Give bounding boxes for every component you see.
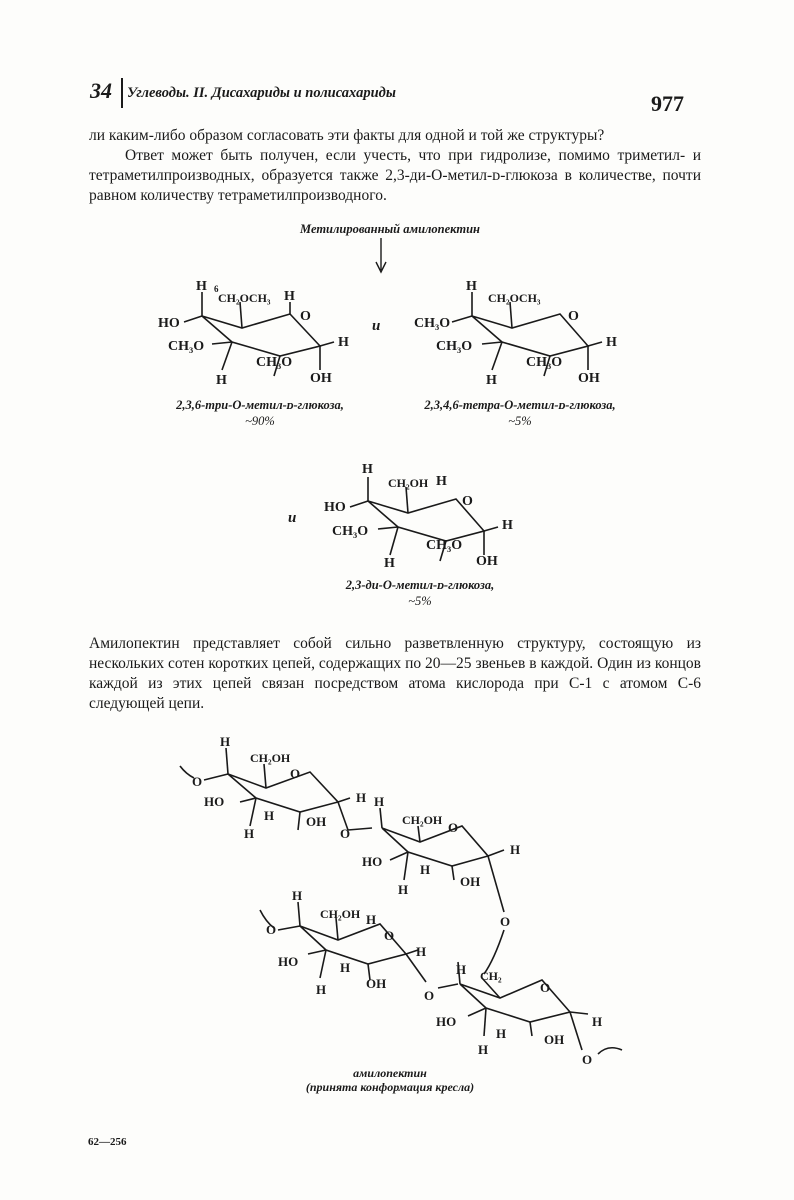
mol2-c2-group: CH₃O <box>526 355 563 370</box>
figure1-title: Метилированный амилопектин <box>300 222 480 236</box>
mol3-c5-h: H <box>436 474 447 489</box>
mol1-c2-group: CH₃O <box>256 355 293 370</box>
fig2-r3-o-left: O <box>266 922 277 937</box>
paragraph-amylopectin: Амилопектин представляет собой сильно разветвленную структуру, состоящую из нескольких сотен коротких цепей, содержащих по 20—25 звеньев в каждой. Один из концов каждой из этих цепей связан посредством атома кислорода при С-1 с атомом С-6 следующей цепи. <box>89 635 701 712</box>
figure2-caption-line1: амилопектин <box>353 1066 427 1080</box>
paragraph-answer: Ответ может быть получен, если учесть, что при гидролизе, помимо триметил- и тетраметилпроизводных, образуется также 2,3-ди-О-метил-ᴅ-глюкоза в количестве, почти равном количеству тетраметилпроизводного. <box>89 147 701 204</box>
fig2-r2-h-bottom: H <box>398 882 409 897</box>
fig2-link1-o: O <box>340 826 351 841</box>
mol3-ring-o: O <box>462 494 473 509</box>
fig2-r2-h-c1: H <box>510 842 521 857</box>
fig2-r4-oh: OH <box>544 1032 565 1047</box>
molecule-1 <box>150 270 370 400</box>
mol1-c6-num: 6 <box>214 284 219 294</box>
mol1-c6-group: CH₂OCH₃ <box>218 291 271 305</box>
mol2-percent: ~5% <box>508 414 532 428</box>
fig2-r1-h-c2: H <box>264 808 275 823</box>
molecule-3 <box>312 455 532 585</box>
mol2-ring-o: O <box>568 309 579 324</box>
mol3-percent: ~5% <box>408 594 432 608</box>
figure2-amylopectin <box>170 730 640 1070</box>
fig2-r4-h-c2: H <box>496 1026 507 1041</box>
mol1-c3-h: H <box>216 373 227 388</box>
mol3-c4-group: HO <box>324 500 346 515</box>
fig2-r1-ch2oh: CH₂OH <box>250 751 291 765</box>
mol3-c2-group: CH₃O <box>426 538 463 553</box>
mol1-c5-h: H <box>284 289 295 304</box>
fig2-r1-ho: HO <box>204 794 225 809</box>
mol2-c4-group: CH₃O <box>414 316 451 331</box>
fig2-r2-ch2oh: CH₂OH <box>402 813 443 827</box>
mol1-c4-group: HO <box>158 316 180 331</box>
fig2-r1-oh: OH <box>306 814 327 829</box>
fig2-r1-h-top: H <box>220 734 231 749</box>
fig2-r3-h-c2: H <box>340 960 351 975</box>
printer-signature: 62—256 <box>88 1136 127 1148</box>
mol3-c6-group: CH₂OH <box>388 476 429 490</box>
chapter-number: 34 <box>90 78 112 103</box>
fig2-link2-o: O <box>500 914 511 929</box>
fig2-r4-h-bottom: H <box>478 1042 489 1057</box>
fig2-r1-h-c1: H <box>356 790 367 805</box>
mol2-c6-group: CH₂OCH₃ <box>488 291 541 305</box>
fig2-r3-ch2oh: CH₂OH <box>320 907 361 921</box>
fig2-r3-h-top: H <box>292 888 303 903</box>
fig2-r2-ring-o: O <box>448 820 459 835</box>
fig2-r3-h-c5: H <box>366 912 377 927</box>
fig2-r4-h-c1: H <box>592 1014 603 1029</box>
conjunction-1: и <box>372 318 381 334</box>
fig2-r4-ho: HO <box>436 1014 457 1029</box>
mol2-c1-oh: OH <box>578 371 600 386</box>
molecule-2 <box>412 270 632 400</box>
mol1-c1-oh: OH <box>310 371 332 386</box>
mol2-c3-group: CH₃O <box>436 339 473 354</box>
fig2-r2-ho: HO <box>362 854 383 869</box>
fig2-r2-h-c2: H <box>420 862 431 877</box>
chapter-title: Углеводы. II. Дисахариды и полисахариды <box>127 85 396 101</box>
figure2-caption <box>250 1066 530 1094</box>
fig2-r1-ring-o: O <box>290 766 301 781</box>
fig2-r4-ch2: CH₂ <box>480 969 502 983</box>
mol3-c3-group: CH₃O <box>332 524 369 539</box>
mol1-c4-h: H <box>196 279 207 294</box>
fig2-r2-oh: OH <box>460 874 481 889</box>
page-number: 977 <box>651 91 684 116</box>
mol2-c1-h: H <box>606 335 617 350</box>
fig2-link3-o: O <box>424 988 435 1003</box>
mol2-c4-h: H <box>466 279 477 294</box>
fig2-r3-ho: HO <box>278 954 299 969</box>
mol1-c1-h: H <box>338 335 349 350</box>
mol1-percent: ~90% <box>245 414 275 428</box>
fig2-r4-o-end: O <box>582 1052 593 1067</box>
fig2-r3-h-c1: H <box>416 944 427 959</box>
mol1-ring-o: O <box>300 309 311 324</box>
fig2-r3-h-bottom: H <box>316 982 327 997</box>
mol2-c3-h: H <box>486 373 497 388</box>
mol3-name: 2,3-ди-О-метил-ᴅ-глюкоза, <box>345 578 495 592</box>
mol3-c3-h: H <box>384 556 395 571</box>
mol3-c1-h: H <box>502 518 513 533</box>
mol2-name: 2,3,4,6-тетра-О-метил-ᴅ-глюкоза, <box>424 398 616 412</box>
mol3-c1-oh: OH <box>476 554 498 569</box>
fig2-r3-oh: OH <box>366 976 387 991</box>
conjunction-2: и <box>288 510 297 526</box>
mol3-c4-h: H <box>362 462 373 477</box>
fig2-r4-ring-o: O <box>540 980 551 995</box>
fig2-r1-h-bottom: H <box>244 826 255 841</box>
fig2-r1-o-left: O <box>192 774 203 789</box>
fig2-r2-h-top: H <box>374 794 385 809</box>
mol1-c3-group: CH₃O <box>168 339 205 354</box>
mol1-name: 2,3,6-три-О-метил-ᴅ-глюкоза, <box>176 398 344 412</box>
figure2-caption-line2: (принята конформация кресла) <box>305 1080 475 1094</box>
text-line-1: ли каким-либо образом согласовать эти факты для одной и той же структуры? <box>89 127 605 144</box>
fig2-r4-h-top: H <box>456 962 467 977</box>
fig2-r3-ring-o: O <box>384 928 395 943</box>
